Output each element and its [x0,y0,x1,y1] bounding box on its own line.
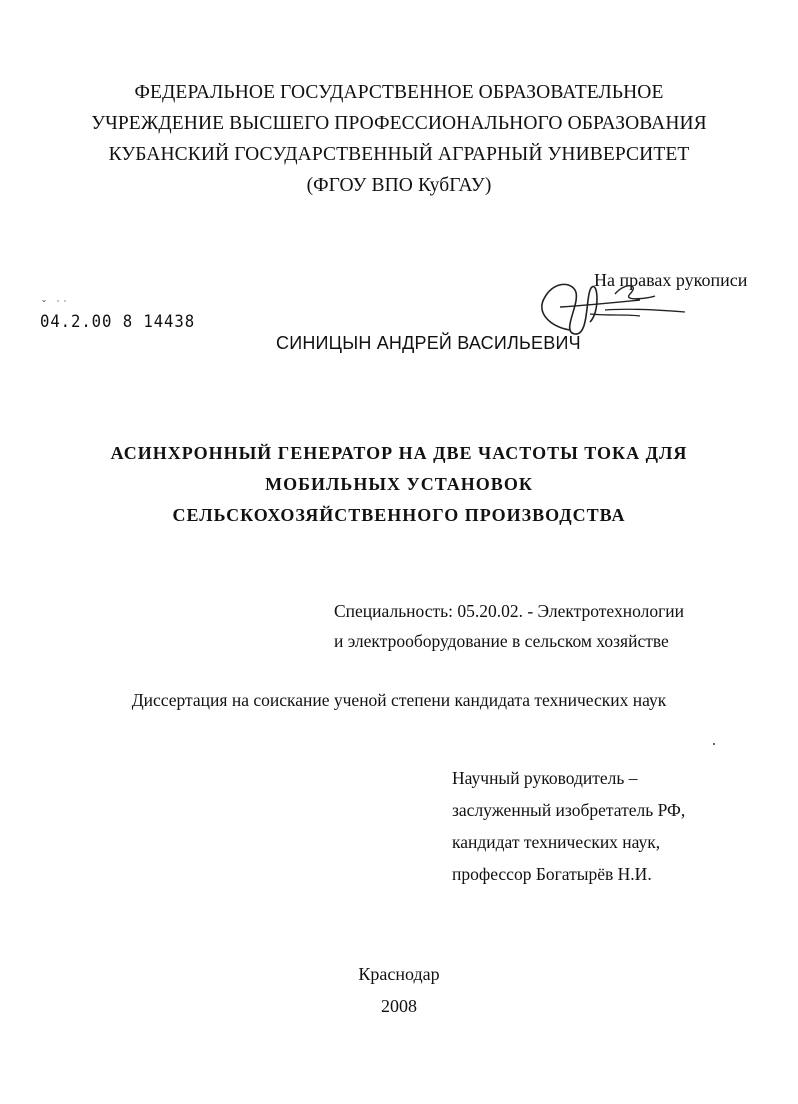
institution-line-3: КУБАНСКИЙ ГОСУДАРСТВЕННЫЙ АГРАРНЫЙ УНИВЕРСИТЕТ [108,144,690,165]
specialty-block [334,596,684,656]
supervisor-line-3: кандидат технических наук, [452,832,661,852]
stamp-marks: ˘ ˙˙ [41,300,70,311]
specialty-line-1: Специальность: 05.20.02. - Электротехнологии [334,601,684,621]
handwritten-signature [530,272,690,352]
manuscript-note: На правах рукописи [594,270,748,290]
institution-line-2: УЧРЕЖДЕНИЕ ВЫСШЕГО ПРОФЕССИОНАЛЬНОГО ОБРАЗОВАНИЯ [91,113,707,134]
institution-line-1: ФЕДЕРАЛЬНОЕ ГОСУДАРСТВЕННОЕ ОБРАЗОВАТЕЛЬНОЕ [134,82,664,103]
supervisor-line-2: заслуженный изобретатель РФ, [452,800,686,820]
supervisor-block [452,762,685,890]
author-name: СИНИЦЫН АНДРЕЙ ВАСИЛЬЕВИЧ [276,333,581,353]
degree-statement: Диссертация на соискание ученой степени кандидата технических наук [131,690,667,710]
year: 2008 [381,996,417,1016]
supervisor-line-1: Научный руководитель – [452,768,638,788]
place-and-year [0,958,798,1022]
specialty-line-2: и электрооборудование в сельском хозяйстве [334,631,669,651]
supervisor-line-4: профессор Богатырёв Н.И. [452,864,652,884]
dissertation-title [0,438,798,531]
title-line-3: СЕЛЬСКОХОЗЯЙСТВЕННОГО ПРОИЗВОДСТВА [172,505,626,525]
title-line-1: АСИНХРОННЫЙ ГЕНЕРАТОР НА ДВЕ ЧАСТОТЫ ТОКА ДЛЯ [110,443,688,463]
stray-dot [713,743,715,745]
city: Краснодар [358,964,440,984]
archive-stamp-number: 04.2.00 8 14438 [40,312,196,332]
institution-abbreviation: (ФГОУ ВПО КубГАУ) [306,175,492,196]
title-line-2: МОБИЛЬНЫХ УСТАНОВОК [265,474,533,494]
institution-header [0,77,798,201]
